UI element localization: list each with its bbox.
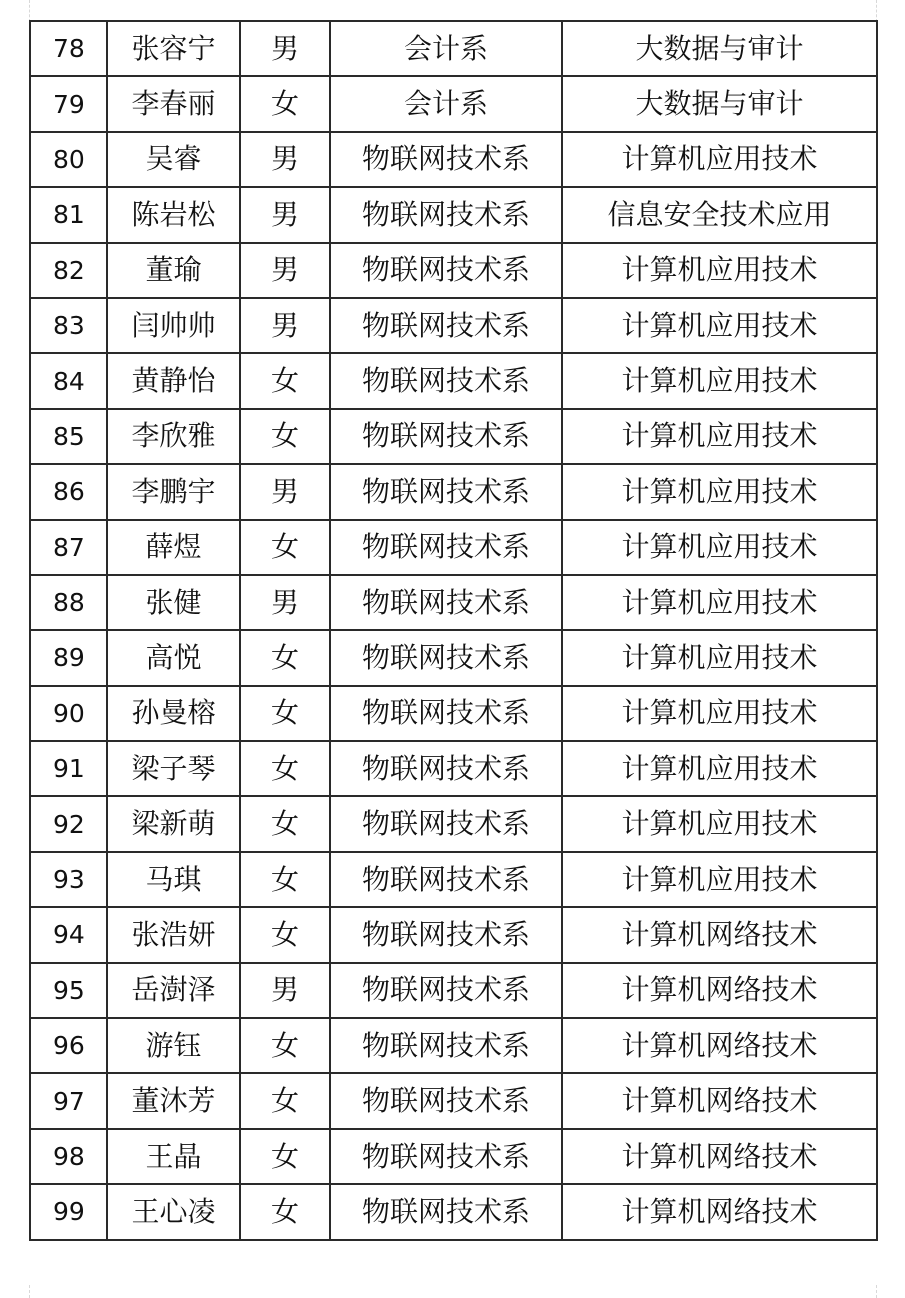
- gender-cell: 女: [240, 741, 330, 796]
- major-cell: 计算机应用技术: [562, 353, 877, 408]
- department-cell: 物联网技术系: [330, 409, 562, 464]
- table-row: [30, 741, 877, 796]
- major-cell: 计算机应用技术: [562, 243, 877, 298]
- department-cell: 物联网技术系: [330, 243, 562, 298]
- page-margin-guide: [876, 0, 877, 22]
- row-number-cell: 79: [30, 76, 107, 131]
- department-cell: 物联网技术系: [330, 187, 562, 242]
- row-number-cell: 91: [30, 741, 107, 796]
- department-cell: 物联网技术系: [330, 1073, 562, 1128]
- gender-cell: 女: [240, 1129, 330, 1184]
- row-number-cell: 83: [30, 298, 107, 353]
- roster-table-body: [30, 21, 877, 1240]
- major-cell: 计算机应用技术: [562, 464, 877, 519]
- table-row: [30, 1018, 877, 1073]
- row-number-cell: 94: [30, 907, 107, 962]
- department-cell: 物联网技术系: [330, 575, 562, 630]
- department-cell: 物联网技术系: [330, 464, 562, 519]
- table-row: [30, 963, 877, 1018]
- gender-cell: 女: [240, 409, 330, 464]
- row-number-cell: 78: [30, 21, 107, 76]
- page-margin-guide: [876, 1285, 877, 1298]
- table-row: [30, 464, 877, 519]
- student-name-cell: 孙曼榕: [107, 686, 240, 741]
- table-row: [30, 1073, 877, 1128]
- row-number-cell: 99: [30, 1184, 107, 1239]
- department-cell: 物联网技术系: [330, 1129, 562, 1184]
- student-name-cell: 董瑜: [107, 243, 240, 298]
- gender-cell: 女: [240, 796, 330, 851]
- student-name-cell: 李春丽: [107, 76, 240, 131]
- table-row: [30, 21, 877, 76]
- student-name-cell: 张健: [107, 575, 240, 630]
- table-row: [30, 520, 877, 575]
- table-row: [30, 76, 877, 131]
- major-cell: 计算机应用技术: [562, 796, 877, 851]
- department-cell: 物联网技术系: [330, 907, 562, 962]
- row-number-cell: 92: [30, 796, 107, 851]
- major-cell: 计算机应用技术: [562, 630, 877, 685]
- table-row: [30, 353, 877, 408]
- major-cell: 计算机网络技术: [562, 907, 877, 962]
- gender-cell: 男: [240, 464, 330, 519]
- gender-cell: 男: [240, 575, 330, 630]
- major-cell: 计算机应用技术: [562, 298, 877, 353]
- department-cell: 会计系: [330, 21, 562, 76]
- table-row: [30, 1184, 877, 1239]
- department-cell: 物联网技术系: [330, 796, 562, 851]
- major-cell: 计算机应用技术: [562, 575, 877, 630]
- row-number-cell: 98: [30, 1129, 107, 1184]
- student-name-cell: 李欣雅: [107, 409, 240, 464]
- row-number-cell: 84: [30, 353, 107, 408]
- student-name-cell: 董沐芳: [107, 1073, 240, 1128]
- major-cell: 大数据与审计: [562, 76, 877, 131]
- major-cell: 计算机应用技术: [562, 520, 877, 575]
- row-number-cell: 95: [30, 963, 107, 1018]
- table-row: [30, 298, 877, 353]
- department-cell: 物联网技术系: [330, 1184, 562, 1239]
- student-name-cell: 李鹏宇: [107, 464, 240, 519]
- student-name-cell: 梁子琴: [107, 741, 240, 796]
- department-cell: 物联网技术系: [330, 132, 562, 187]
- department-cell: 物联网技术系: [330, 963, 562, 1018]
- major-cell: 计算机应用技术: [562, 741, 877, 796]
- department-cell: 物联网技术系: [330, 686, 562, 741]
- row-number-cell: 80: [30, 132, 107, 187]
- row-number-cell: 81: [30, 187, 107, 242]
- student-name-cell: 张容宁: [107, 21, 240, 76]
- gender-cell: 男: [240, 298, 330, 353]
- student-name-cell: 岳澍泽: [107, 963, 240, 1018]
- gender-cell: 女: [240, 1184, 330, 1239]
- student-name-cell: 张浩妍: [107, 907, 240, 962]
- gender-cell: 女: [240, 520, 330, 575]
- student-name-cell: 王晶: [107, 1129, 240, 1184]
- major-cell: 计算机应用技术: [562, 686, 877, 741]
- row-number-cell: 86: [30, 464, 107, 519]
- department-cell: 物联网技术系: [330, 520, 562, 575]
- student-name-cell: 闫帅帅: [107, 298, 240, 353]
- department-cell: 物联网技术系: [330, 1018, 562, 1073]
- department-cell: 物联网技术系: [330, 630, 562, 685]
- table-row: [30, 243, 877, 298]
- row-number-cell: 97: [30, 1073, 107, 1128]
- table-row: [30, 1129, 877, 1184]
- table-row: [30, 852, 877, 907]
- student-name-cell: 王心凌: [107, 1184, 240, 1239]
- row-number-cell: 89: [30, 630, 107, 685]
- student-roster-table: [29, 20, 878, 1241]
- department-cell: 物联网技术系: [330, 298, 562, 353]
- major-cell: 计算机网络技术: [562, 1073, 877, 1128]
- major-cell: 计算机应用技术: [562, 132, 877, 187]
- gender-cell: 女: [240, 852, 330, 907]
- major-cell: 计算机网络技术: [562, 1184, 877, 1239]
- student-name-cell: 吴睿: [107, 132, 240, 187]
- major-cell: 计算机网络技术: [562, 963, 877, 1018]
- department-cell: 会计系: [330, 76, 562, 131]
- table-row: [30, 907, 877, 962]
- student-name-cell: 陈岩松: [107, 187, 240, 242]
- major-cell: 信息安全技术应用: [562, 187, 877, 242]
- gender-cell: 男: [240, 21, 330, 76]
- major-cell: 计算机网络技术: [562, 1129, 877, 1184]
- row-number-cell: 87: [30, 520, 107, 575]
- page-margin-guide: [29, 0, 30, 22]
- gender-cell: 男: [240, 963, 330, 1018]
- student-name-cell: 梁新萌: [107, 796, 240, 851]
- table-row: [30, 630, 877, 685]
- gender-cell: 男: [240, 132, 330, 187]
- table-row: [30, 187, 877, 242]
- department-cell: 物联网技术系: [330, 353, 562, 408]
- gender-cell: 女: [240, 76, 330, 131]
- gender-cell: 女: [240, 1018, 330, 1073]
- row-number-cell: 90: [30, 686, 107, 741]
- gender-cell: 女: [240, 630, 330, 685]
- table-row: [30, 132, 877, 187]
- major-cell: 计算机应用技术: [562, 409, 877, 464]
- row-number-cell: 96: [30, 1018, 107, 1073]
- student-name-cell: 游钰: [107, 1018, 240, 1073]
- table-row: [30, 575, 877, 630]
- department-cell: 物联网技术系: [330, 852, 562, 907]
- row-number-cell: 93: [30, 852, 107, 907]
- gender-cell: 男: [240, 243, 330, 298]
- gender-cell: 女: [240, 686, 330, 741]
- gender-cell: 女: [240, 353, 330, 408]
- student-name-cell: 黄静怡: [107, 353, 240, 408]
- student-name-cell: 马琪: [107, 852, 240, 907]
- table-row: [30, 409, 877, 464]
- major-cell: 计算机应用技术: [562, 852, 877, 907]
- gender-cell: 女: [240, 1073, 330, 1128]
- page-margin-guide: [29, 1285, 30, 1298]
- major-cell: 计算机网络技术: [562, 1018, 877, 1073]
- table-row: [30, 686, 877, 741]
- gender-cell: 男: [240, 187, 330, 242]
- major-cell: 大数据与审计: [562, 21, 877, 76]
- gender-cell: 女: [240, 907, 330, 962]
- student-name-cell: 高悦: [107, 630, 240, 685]
- department-cell: 物联网技术系: [330, 741, 562, 796]
- table-row: [30, 796, 877, 851]
- row-number-cell: 88: [30, 575, 107, 630]
- row-number-cell: 85: [30, 409, 107, 464]
- row-number-cell: 82: [30, 243, 107, 298]
- student-name-cell: 薛煜: [107, 520, 240, 575]
